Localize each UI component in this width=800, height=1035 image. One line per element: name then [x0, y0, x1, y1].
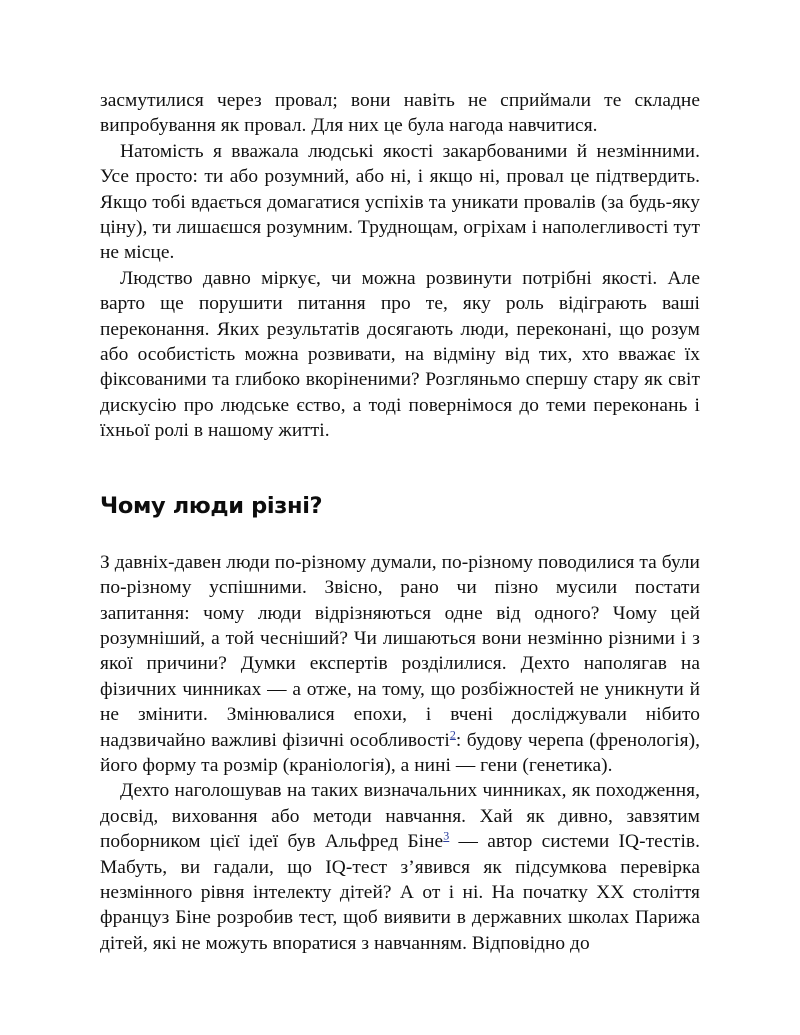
paragraph-text-segment: : будову черепа (френологія), його форму та розмір (краніологія), а нині — гени (генетика). — [100, 729, 700, 776]
text-column — [100, 88, 700, 956]
paragraph-continued: засмутилися через провал; вони навіть не сприймали те складне випробування як провал. Для них це була нагода навчитися. — [100, 90, 700, 137]
footnote-reference-3[interactable]: 3 — [443, 828, 450, 843]
paragraph-text-segment: — автор системи IQ-тестів. Мабуть, ви гадали, що IQ-тест з’явився як підсумкова перевірка незмінного рівня інтелекту дітей? А от і ні. На початку ХХ століття француз Біне розробив тест, щоб виявити в державних школах Парижа дітей, які не можуть впоратися з навчанням. Відповідно до — [100, 831, 700, 954]
paragraph-beliefs-role: Людство давно міркує, чи можна розвинути потрібні якості. Але варто ще порушити питання про те, яку роль відіграють ваші переконання. Яких результатів досягають люди, переконані, що розум або особистість можна розвивати, на відміну від тих, хто вважає їх фіксованими та глибоко вкоріненими? Розгляньмо спершу стару як світ дискусію про людське єство, а тоді повернімося до теми переконань і їхньої ролі в нашому житті. — [100, 267, 700, 442]
paragraph-why-people-differ — [100, 550, 700, 779]
paragraph-text-segment: З давніх-давен люди по-різному думали, по-різному поводилися та були по-різному успішними. Звісно, рано чи пізно мусили постати запитання: чому люди відрізняються одне від одного? Чому цей розумніший, а той чесніший? Чи лишаються вони незмінно різними і з якої причини? Думки експертів розділилися. Дехто наполягав на фізичних чинниках — а отже, на тому, що розбіжностей не уникнути й не змінити. Змінювалися епохи, і вчені досліджували нібито надзвичайно важливі фізичні особливості — [100, 551, 700, 751]
heading-spacer-below — [100, 520, 700, 550]
paragraph-fixed-mindset: Натомість я вважала людські якості закарбованими й незмінними. Усе просто: ти або розумний, або ні, і якщо ні, провал це підтвердить. Якщо тобі вдається домагатися успіхів та уникати провалів (за будь-яку ціну), ти лишаєшся розумним. Труднощам, огріхам і наполегливості тут не місце. — [100, 140, 700, 264]
footnote-reference-2[interactable]: 2 — [449, 727, 456, 742]
section-heading: Чому люди різні? — [100, 492, 323, 519]
heading-spacer-above — [100, 444, 700, 492]
paragraph-text-segment: Дехто наголошував на таких визначальних чинниках, як походження, досвід, виховання або методи навчання. Хай як дивно, завзятим поборником цієї ідеї був Альфред Біне — [100, 780, 700, 853]
paragraph-binet — [100, 778, 700, 956]
